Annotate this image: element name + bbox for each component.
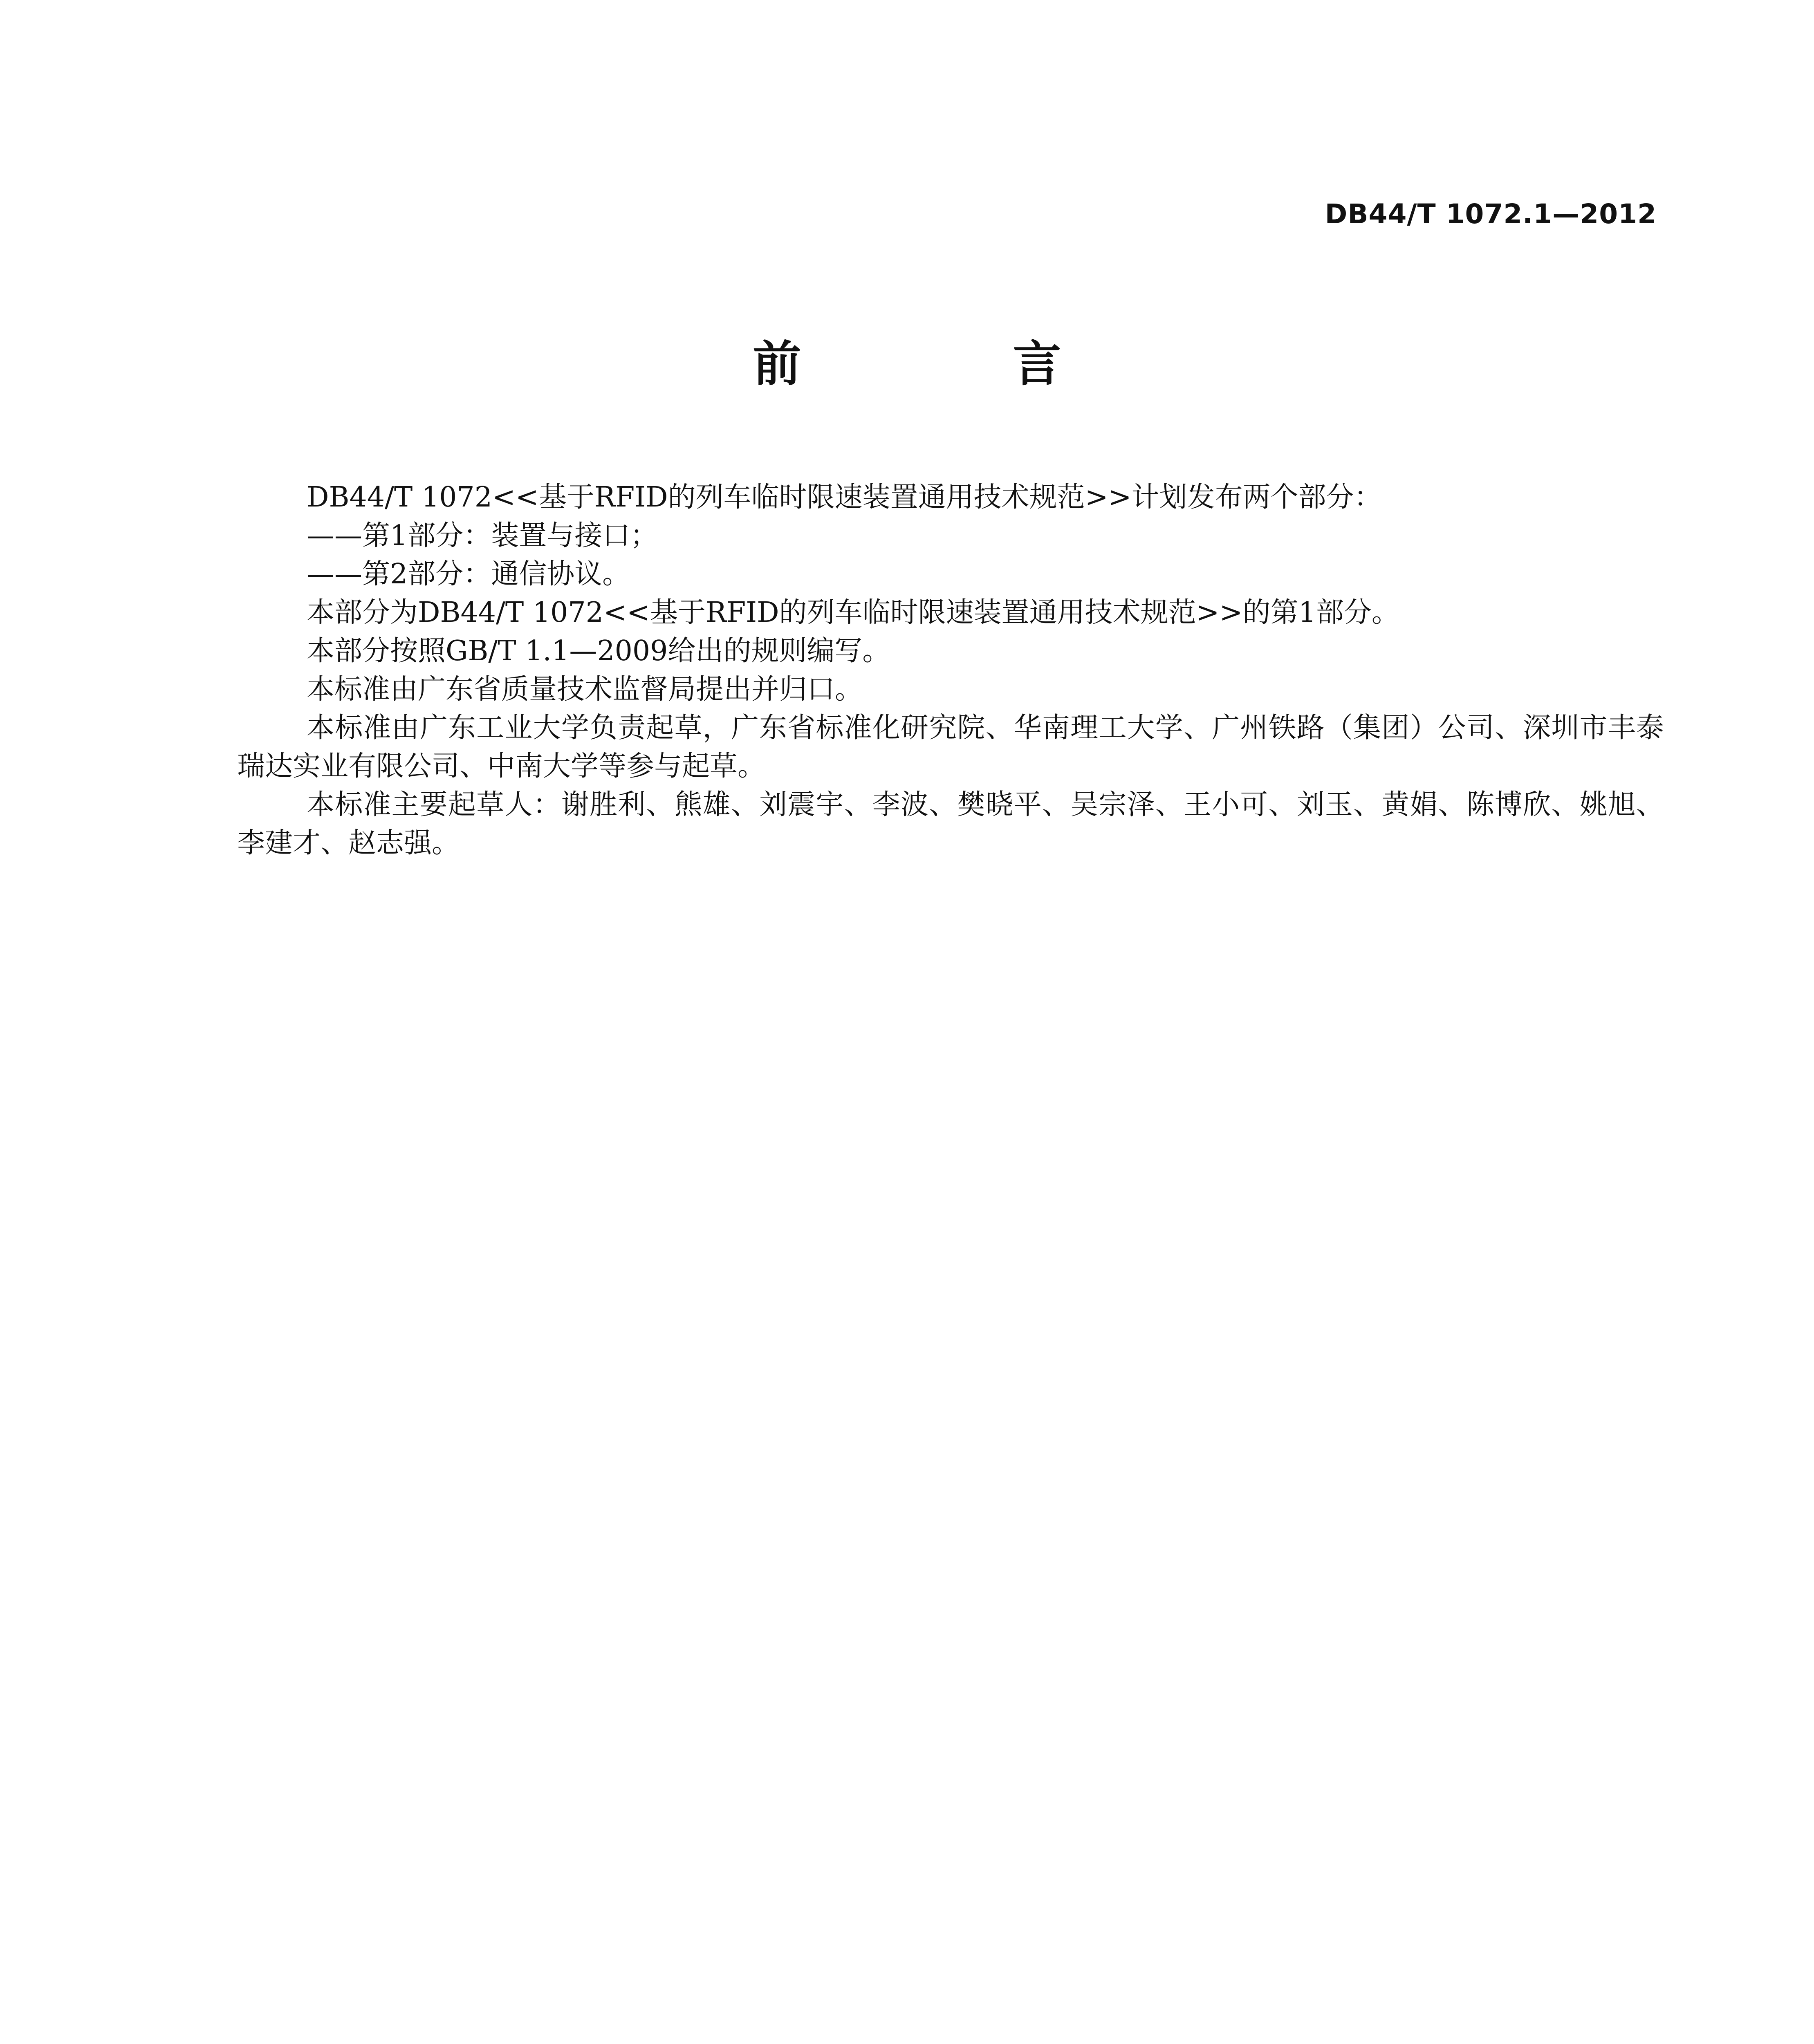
foreword-body (237, 478, 1664, 863)
foreword-paragraph-proposer: 本标准由广东省质量技术监督局提出并归口。 (307, 673, 863, 706)
foreword-paragraph-drafting-rules: 本部分按照GB/T 1.1—2009给出的规则编写。 (307, 635, 890, 667)
standard-code: DB44/T 1072.1—2012 (1325, 198, 1657, 230)
foreword-paragraph-part1: ——第1部分：装置与接口； (307, 520, 658, 552)
foreword-paragraph-drafters: 本标准主要起草人：谢胜利、熊雄、刘震宇、李波、樊晓平、吴宗泽、王小可、刘玉、黄娟、陈博欣、姚旭、李建才、赵志强。 (237, 789, 1664, 859)
foreword-paragraph-this-part: 本部分为DB44/T 1072<<基于RFID的列车临时限速装置通用技术规范>>的第1部分。 (307, 596, 1399, 629)
foreword-paragraph-drafting-units: 本标准由广东工业大学负责起草，广东省标准化研究院、华南理工大学、广州铁路（集团）公司、深圳市丰泰瑞达实业有限公司、中南大学等参与起草。 (237, 712, 1664, 782)
foreword-paragraph-part2: ——第2部分：通信协议。 (307, 558, 630, 590)
foreword-paragraph-parts-plan: DB44/T 1072<<基于RFID的列车临时限速装置通用技术规范>>计划发布两个部分： (307, 481, 1382, 513)
page-title: 前 言 (753, 336, 1143, 392)
